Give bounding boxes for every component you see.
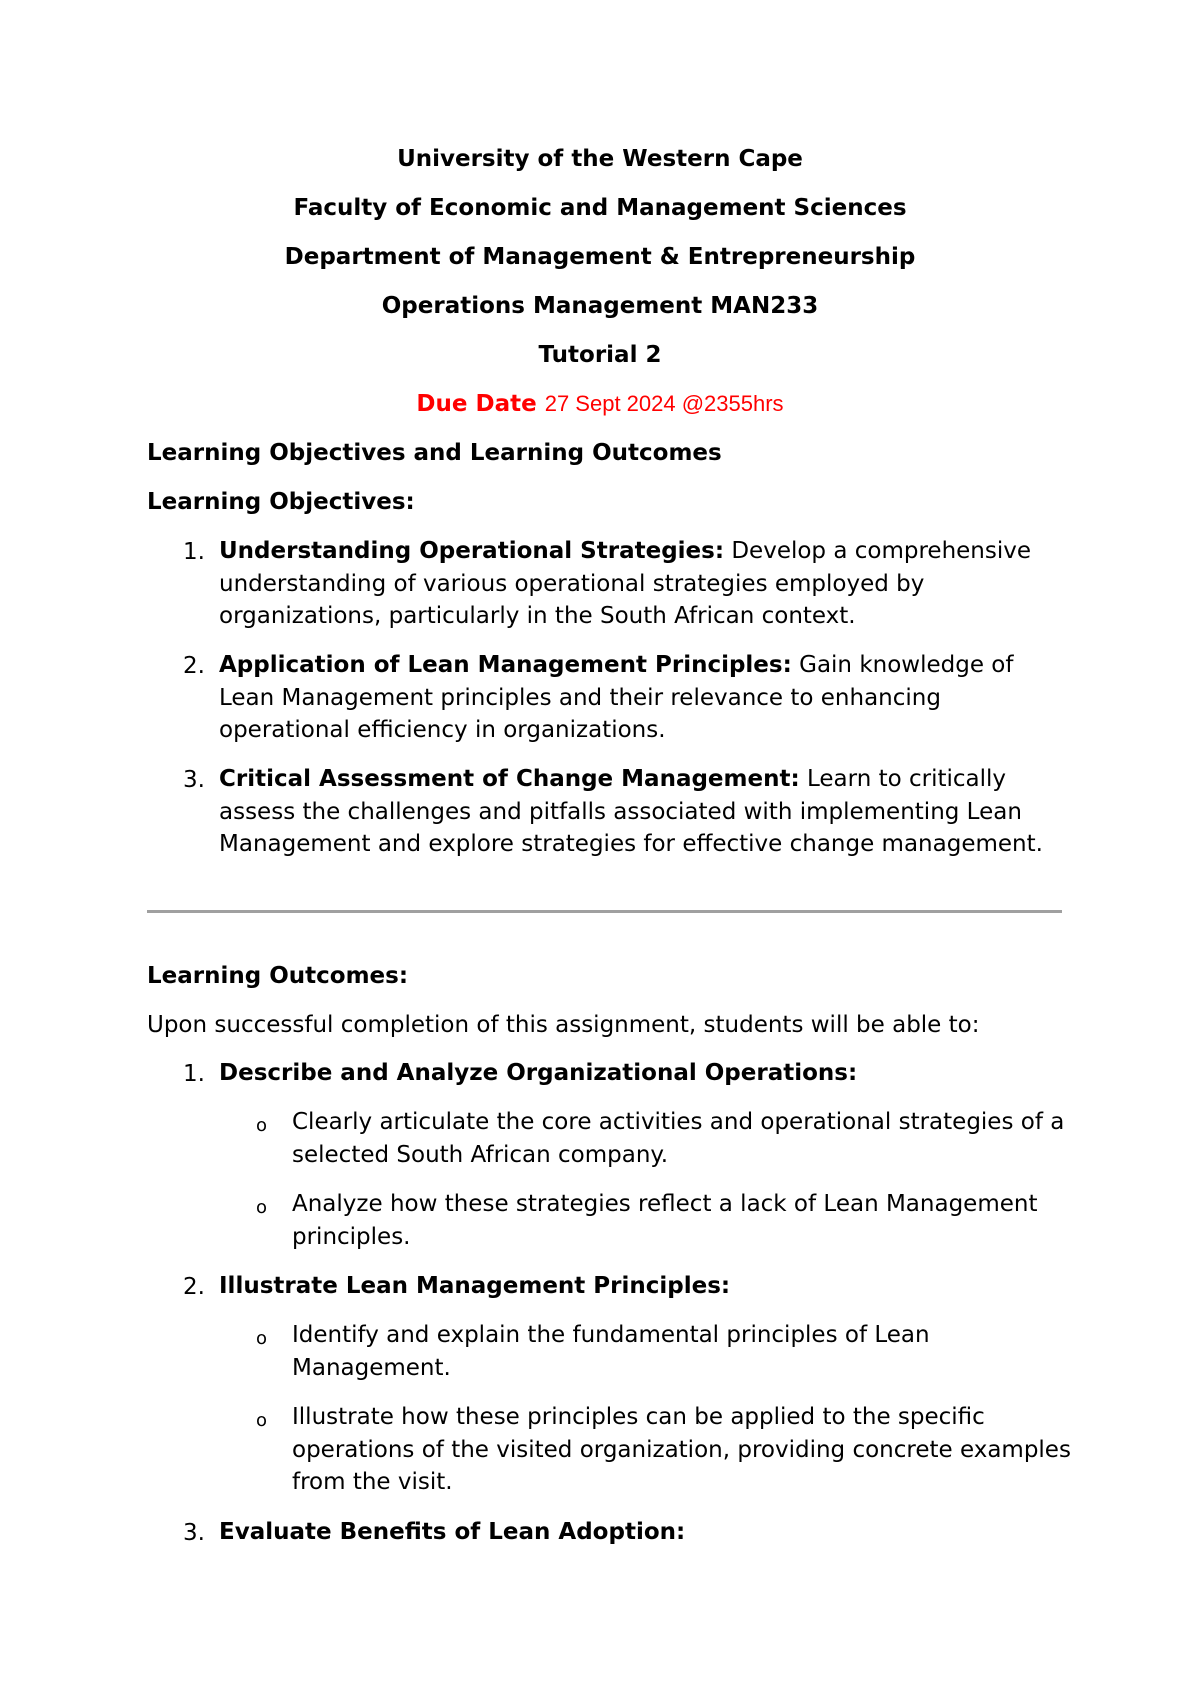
horizontal-divider <box>147 910 1062 913</box>
objective-item <box>219 649 1069 747</box>
outcomes-heading: Learning Outcomes: <box>147 963 409 989</box>
outcome-subpoint: Analyze how these strategies reflect a lack of Lean Management principles. <box>292 1191 1038 1250</box>
objective-text: Learn to critically assess the challenges and pitfalls associated with implementing Lean Management and explore strategies for effective change management. <box>219 766 1043 857</box>
outcome-number: 2. <box>183 1274 205 1300</box>
objective-number: 1. <box>183 539 205 565</box>
objective-title: Understanding Operational Strategies: <box>219 538 725 564</box>
objective-item <box>219 535 1069 633</box>
due-date-label: Due Date <box>416 391 537 417</box>
bullet-icon: o <box>256 1328 268 1349</box>
course-title: Operations Management MAN233 <box>381 293 819 319</box>
tutorial-title: Tutorial 2 <box>538 342 662 368</box>
outcome-title: Describe and Analyze Organizational Operations: <box>219 1060 858 1086</box>
outcome-number: 3. <box>183 1520 205 1546</box>
outcome-title: Evaluate Benefits of Lean Adoption: <box>219 1519 686 1545</box>
section-title: Learning Objectives and Learning Outcomes <box>147 440 722 466</box>
due-date-line <box>0 389 1200 419</box>
objective-title: Application of Lean Management Principles: <box>219 652 792 678</box>
university-name: University of the Western Cape <box>397 146 803 172</box>
faculty-name: Faculty of Economic and Management Sciences <box>293 195 907 221</box>
outcome-title: Illustrate Lean Management Principles: <box>219 1273 731 1299</box>
objective-item <box>219 763 1069 861</box>
objective-text: Develop a comprehensive understanding of various operational strategies employed by organizations, particularly in the South African context. <box>219 538 1032 629</box>
objective-title: Critical Assessment of Change Management: <box>219 766 800 792</box>
bullet-icon: o <box>256 1115 268 1136</box>
objective-number: 2. <box>183 653 205 679</box>
outcome-subpoint: Identify and explain the fundamental principles of Lean Management. <box>292 1322 930 1381</box>
department-name: Department of Management & Entrepreneurship <box>284 244 916 270</box>
outcome-number: 1. <box>183 1061 205 1087</box>
objective-number: 3. <box>183 767 205 793</box>
bullet-icon: o <box>256 1197 268 1218</box>
outcomes-intro: Upon successful completion of this assignment, students will be able to: <box>147 1012 980 1038</box>
objectives-heading: Learning Objectives: <box>147 489 415 515</box>
outcome-subpoint: Clearly articulate the core activities and operational strategies of a selected South African company. <box>292 1109 1065 1168</box>
bullet-icon: o <box>256 1410 268 1431</box>
due-date-value: 27 Sept 2024 @2355hrs <box>544 391 784 416</box>
outcome-subpoint: Illustrate how these principles can be applied to the specific operations of the visited organization, providing concrete examples from the visit. <box>292 1404 1071 1495</box>
objective-text: Gain knowledge of Lean Management principles and their relevance to enhancing operational efficiency in organizations. <box>219 652 1014 743</box>
